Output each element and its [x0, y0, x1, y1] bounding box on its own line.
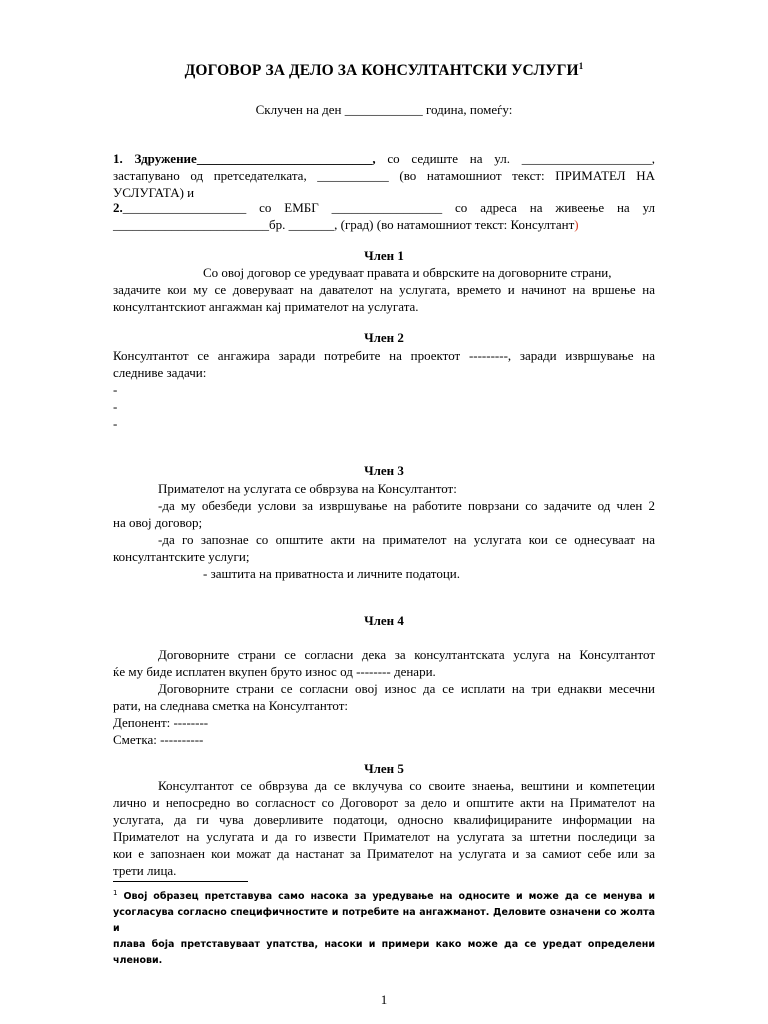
article4-depositor: Депонент: --------	[113, 715, 209, 730]
footnote	[113, 885, 655, 969]
article3-heading: Член 3	[364, 463, 404, 478]
party2-line2-main: ________________________бр. _______, (град) (во натамошниот текст: Консултант	[113, 217, 575, 232]
title-footnote-mark[interactable]: 1	[578, 61, 584, 71]
article3-item1-line: на овој договор;	[113, 515, 203, 530]
document-title	[0, 62, 768, 80]
article2-heading: Член 2	[364, 330, 404, 345]
party1-line1-rest: со седиште на ул. ____________________,	[375, 151, 655, 166]
article1-heading: Член 1	[364, 248, 404, 263]
footnote-line: усогласува согласно специфичностите и потребите на ангажманот. Деловите означени со жолта и	[113, 907, 655, 935]
article4-body	[113, 646, 655, 748]
article3-item3: - заштита на приватноста и личните податоци.	[203, 566, 460, 581]
article4-para2-line: Договорните страни се согласни овој износ да се исплати на три еднакви месечни	[158, 681, 655, 696]
article1-line: задачите кои му се доверуваат на давателот на услугата, времето и начинот на вршење на	[113, 282, 655, 297]
footnote-line-text: Овој образец претставува само насока за уредување на односите и може да се менува и	[117, 891, 655, 903]
article3-intro: Примателот на услугата се обврзува на Консултантот:	[158, 481, 457, 496]
footnote-separator	[113, 881, 248, 882]
article5-line: лично и непосредно во согласност со Договорот за дело и општите акти на Примателот на	[113, 795, 655, 810]
party1-label: 1. Здружение	[113, 151, 197, 166]
party2-line2	[113, 216, 655, 233]
footnote-line	[113, 885, 655, 905]
footnote-line: плава боја претставуваат упатства, насоки и примери како може да се уредат определени членови.	[113, 939, 655, 967]
article4-para1-line: ќе му биде исплатен вкупен бруто износ од -------- денари.	[113, 664, 436, 679]
article5-line: трети лица.	[113, 863, 177, 878]
footnote-mark: 1	[113, 889, 118, 897]
article2-line: следниве задачи:	[113, 365, 207, 380]
article2-bullet: -	[113, 399, 118, 414]
party2-block	[113, 199, 655, 233]
party2-label: 2.	[113, 200, 123, 215]
article4-para1-line: Договорните страни се согласни дека за консултантската услуга на Консултантот	[158, 647, 655, 662]
article3-item2-line: -да го запознае со општите акти на примателот на услугата кои се однесуваат на	[158, 532, 655, 547]
article2-body	[113, 347, 655, 432]
article3-body	[113, 480, 655, 582]
party2-line1	[113, 199, 655, 216]
article5-line: кои е запознаен кои можат да настанат за Примателот на услугата и за самиот себе или за	[113, 846, 655, 861]
article5-body	[113, 777, 655, 879]
page-number: 1	[380, 992, 388, 1007]
article2-bullet: -	[113, 416, 118, 431]
party2-paren: )	[574, 217, 579, 232]
article1-body	[113, 264, 655, 315]
article1-line: Со овој договор се уредуваат правата и обврските на договорните страни,	[203, 265, 612, 280]
party1-block	[113, 150, 655, 201]
article4-para2-line: рати, на следнава сметка на Консултантот:	[113, 698, 348, 713]
article3-item1-line: -да му обезбеди услови за извршување на работите поврзани со задачите од член 2	[158, 498, 655, 513]
party1-name-blank: ___________________________,	[196, 151, 376, 166]
party1-line3: УСЛУГАТА) и	[113, 185, 195, 200]
article4-heading: Член 4	[364, 613, 404, 628]
article5-heading: Член 5	[364, 761, 404, 776]
article1-line: консултантскиот ангажман кај примателот на услугата.	[113, 299, 419, 314]
title-text: ДОГОВОР ЗА ДЕЛО ЗА КОНСУЛТАНТСКИ УСЛУГИ	[184, 62, 579, 79]
party1-line2: застапувано од претседателката, ___________ (во натамошниот текст: ПРИМАТЕЛ НА	[113, 168, 655, 183]
party2-line1-rest: ___________________ со ЕМБГ _________________ со адреса на живеење на ул	[122, 200, 655, 215]
article5-line: услугата, да ги чува доверливите податоци, односно квалифицираните информации на	[113, 812, 655, 827]
article2-bullet: -	[113, 382, 118, 397]
article3-item2-line: консултантските услуги;	[113, 549, 250, 564]
party1-line1	[113, 150, 655, 167]
concluded-line: Склучен на ден ____________ година, помеѓу:	[255, 102, 513, 117]
article5-line: Консултантот се обврзува да се вклучува со своите знаења, вештини и компетеции	[158, 778, 655, 793]
article5-line: Примателот на услугата и да го извести Примателот на услугата за штетни последици за	[113, 829, 655, 844]
article2-line: Консултантот се ангажира заради потребите на проектот ---------, заради извршување на	[113, 348, 655, 363]
article4-account: Сметка: ----------	[113, 732, 204, 747]
